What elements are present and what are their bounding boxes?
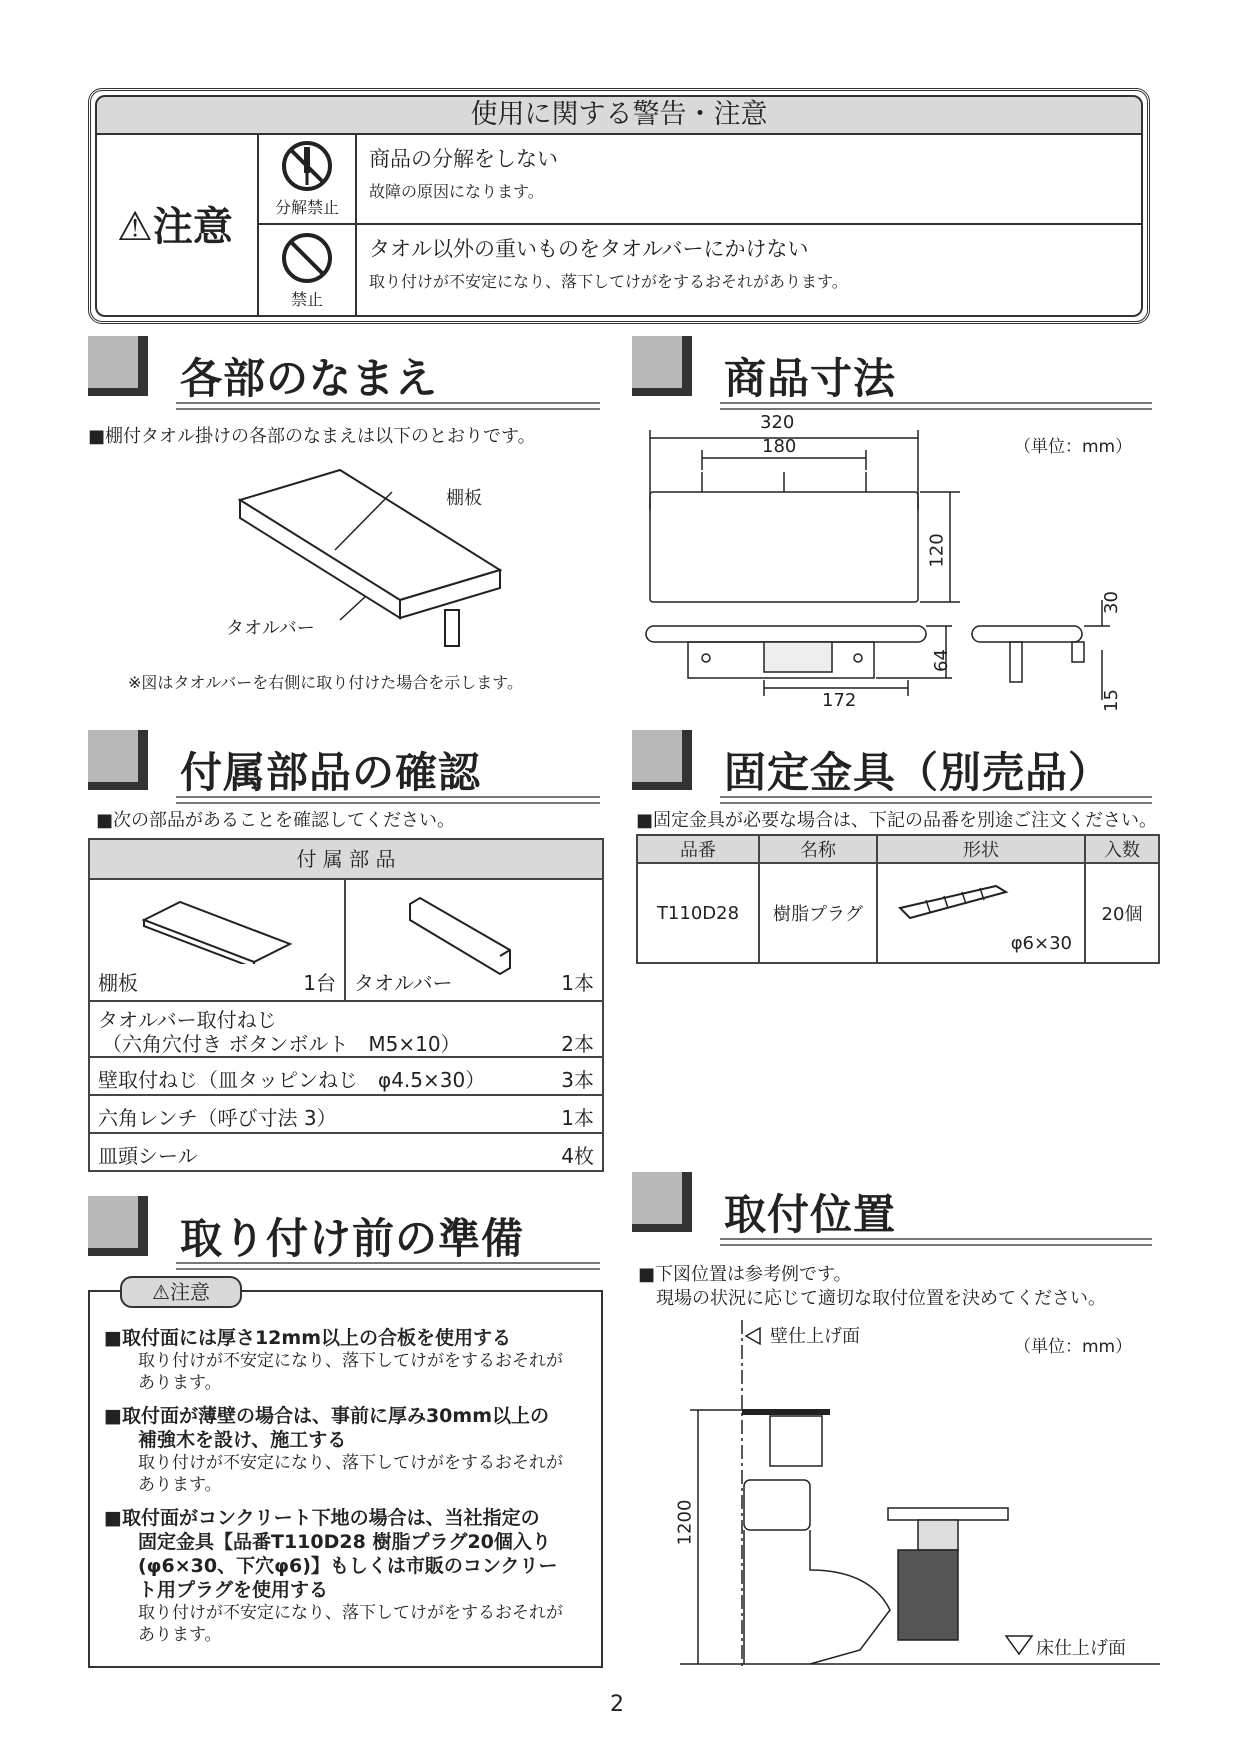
dimensions-drawing: [640, 410, 1160, 710]
dim-320: 320: [760, 412, 795, 433]
parts-intro: ■棚付タオル掛けの各部のなまえは以下のとおりです。: [88, 426, 536, 447]
no-disassembly-label: 分解禁止: [274, 198, 339, 217]
warning-box: [88, 88, 1150, 324]
col-qty: 入数: [1085, 835, 1159, 863]
prep-caution-box: [88, 1280, 603, 1668]
prep-item-2: ■取付面が薄壁の場合は、事前に厚み30mm以上の 補強木を設け、施工する 取り付けが不安定になり、落下してけがをするおそれが あります。: [104, 1405, 563, 1495]
section-fixing: [632, 730, 1152, 810]
section-title: 取り付け前の準備: [180, 1214, 525, 1263]
accessories-table: [88, 838, 604, 1172]
warning-triangle-icon: ⚠: [117, 204, 153, 250]
col-name: 名称: [759, 835, 877, 863]
warning-header: 使用に関する警告・注意: [95, 95, 1143, 135]
section-position: [632, 1172, 1152, 1252]
resin-plug-icon: [896, 878, 1016, 928]
accessory-towel-bar: タオルバー 1本: [346, 880, 602, 1000]
dim-180: 180: [762, 436, 797, 457]
fixing-intro: ■固定金具が必要な場合は、下記の品番を別途ご注文ください。: [636, 810, 1158, 831]
floor-surface-label: 床仕上げ面: [1036, 1638, 1126, 1659]
section-title: 取付位置: [724, 1190, 897, 1239]
section-accessories: [88, 730, 600, 810]
warning-grid: [95, 135, 1143, 317]
height-1200: 1200: [674, 1499, 696, 1546]
accessory-row: タオルバー取付ねじ （六角穴付き ボタンボルト M5×10） 2本: [88, 1002, 604, 1058]
dim-30: 30: [1100, 591, 1122, 614]
accessories-intro: ■次の部品があることを確認してください。: [96, 810, 456, 831]
accessory-row: 壁取付ねじ（皿タッピンねじ φ4.5×30） 3本: [88, 1058, 604, 1096]
col-code: 品番: [637, 835, 759, 863]
position-intro-2: 現場の状況に応じて適切な取付位置を決めてください。: [656, 1288, 1106, 1309]
warning-item-1: 商品の分解をしない 故障の原因になります。: [369, 147, 558, 201]
section-dimensions: [632, 336, 1152, 416]
prohibited-label: 禁止: [290, 290, 323, 309]
prep-caution-tag: ⚠注意: [120, 1276, 242, 1308]
fixing-code: T110D28: [637, 863, 759, 963]
warning-triangle-icon: ⚠: [152, 1280, 170, 1304]
accessory-shelf: 棚板 1台: [90, 880, 346, 1000]
section-parts: [88, 336, 600, 416]
position-unit: （単位：mm）: [1014, 1337, 1133, 1357]
col-shape: 形状: [877, 835, 1085, 863]
caution-label: ⚠注意: [117, 204, 233, 250]
prep-item-1: ■取付面には厚さ12mm以上の合板を使用する 取り付けが不安定になり、落下してけがをするおそれが あります。: [104, 1327, 563, 1393]
dim-64: 64: [930, 649, 952, 672]
section-prep: [88, 1196, 600, 1276]
dim-120: 120: [926, 533, 948, 568]
position-drawing: [660, 1320, 1160, 1680]
no-disassembly-icon: [267, 139, 347, 218]
prohibited-icon: [267, 231, 347, 310]
prep-item-3: ■取付面がコンクリート下地の場合は、当社指定の 固定金具【品番T110D28 樹脂プラグ20個入り (φ6×30、下穴φ6)】もしくは市販のコンクリー ト用プラグを使用する 取り付けが不安定になり、落下してけがをするおそれが あります。: [104, 1507, 563, 1645]
accessories-table-header: 付 属 部 品: [88, 838, 604, 880]
accessory-row: 皿頭シール 4枚: [88, 1134, 604, 1172]
label-towel-bar: タオルバー: [226, 618, 315, 639]
section-title: 付属部品の確認: [180, 748, 482, 797]
parts-footnote: ※図はタオルバーを右側に取り付けた場合を示します。: [128, 673, 524, 692]
fixing-table: [636, 834, 1160, 964]
section-title: 固定金具（別売品）: [724, 748, 1112, 797]
accessory-row: 六角レンチ（呼び寸法 3） 1本: [88, 1096, 604, 1134]
fixing-name: 樹脂プラグ: [759, 863, 877, 963]
dimensions-unit: （単位：mm）: [1014, 437, 1133, 457]
fixing-shape: φ6×30: [877, 863, 1085, 963]
fixing-qty: 20個: [1085, 863, 1159, 963]
warning-item-2: タオル以外の重いものをタオルバーにかけない 取り付けが不安定になり、落下してけがをするおそれがあります。: [369, 237, 848, 291]
section-title: 商品寸法: [724, 354, 897, 403]
section-title: 各部のなまえ: [180, 354, 439, 403]
page-number: 2: [610, 1692, 624, 1717]
position-intro-1: ■下図位置は参考例です。: [638, 1264, 852, 1285]
label-shelf: 棚板: [446, 488, 482, 509]
dim-15: 15: [1100, 689, 1122, 712]
wall-surface-label: 壁仕上げ面: [770, 1326, 860, 1347]
dim-172: 172: [822, 690, 857, 711]
